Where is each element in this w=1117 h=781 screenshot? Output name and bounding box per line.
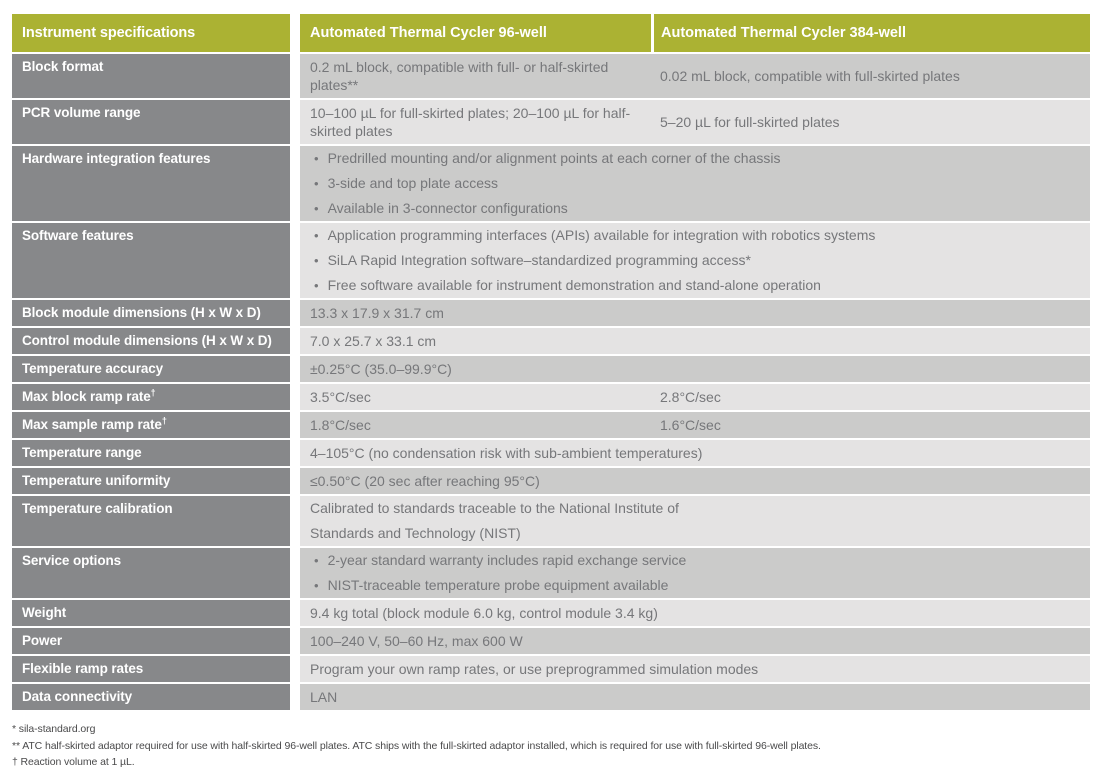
row-content xyxy=(300,628,1090,654)
row-label-text: Max block ramp rate xyxy=(22,389,151,404)
value: 13.3 x 17.9 x 31.7 cm xyxy=(310,305,444,321)
row-label-text: Temperature range xyxy=(22,445,142,460)
row-label-text: Flexible ramp rates xyxy=(22,661,144,676)
row-content xyxy=(300,100,1090,144)
row-content xyxy=(300,356,1090,382)
value-line: Calibrated to standards traceable to the National Institute of xyxy=(310,500,679,516)
value: 7.0 x 25.7 x 33.1 cm xyxy=(310,333,437,349)
row-label xyxy=(12,300,300,326)
bullet-item xyxy=(310,146,1080,171)
bullet-list xyxy=(300,146,1090,221)
bullet-icon: • xyxy=(314,151,319,166)
row-content xyxy=(300,440,1090,466)
value-96-well: 1.8°C/sec xyxy=(310,417,371,433)
bullet-text: 2-year standard warranty includes rapid exchange service xyxy=(327,552,687,568)
spec-row-pcr-volume-range xyxy=(12,100,1090,146)
spec-row-block-module-dimensions-h-x-w-x-d xyxy=(12,300,1090,328)
row-content xyxy=(300,412,1090,438)
row-label xyxy=(12,384,300,410)
bullet-item xyxy=(310,196,1080,221)
value-96-well: 0.2 mL block, compatible with full- or half-skirted plates** xyxy=(310,59,609,93)
row-label-text: Temperature calibration xyxy=(22,501,173,516)
row-label-text: Service options xyxy=(22,553,122,568)
row-content xyxy=(300,548,1090,598)
value-384-well: 2.8°C/sec xyxy=(660,389,721,405)
spec-row-service-options xyxy=(12,548,1090,600)
bullet-text: Free software available for instrument demonstration and stand-alone operation xyxy=(327,277,821,293)
spec-row-temperature-range xyxy=(12,440,1090,468)
bullet-item xyxy=(310,548,1080,573)
bullet-list xyxy=(300,548,1090,598)
row-content xyxy=(300,54,1090,98)
header-content xyxy=(300,14,1090,52)
value-96-well: 10–100 µL for full-skirted plates; 20–100 µL for half-skirted plates xyxy=(310,105,631,139)
row-content xyxy=(300,468,1090,494)
row-content xyxy=(300,656,1090,682)
row-label-text: Power xyxy=(22,633,63,648)
value: 100–240 V, 50–60 Hz, max 600 W xyxy=(310,633,523,649)
value-line: Standards and Technology (NIST) xyxy=(310,525,521,541)
footnote: † Reaction volume at 1 µL. xyxy=(12,756,135,768)
bullet-item xyxy=(310,573,1080,598)
bullet-item xyxy=(310,248,1080,273)
spec-row-temperature-accuracy xyxy=(12,356,1090,384)
bullet-list xyxy=(300,223,1090,298)
row-label xyxy=(12,412,300,438)
value: LAN xyxy=(310,689,338,705)
row-label xyxy=(12,356,300,382)
row-content xyxy=(300,496,1090,546)
header-cycler-96-well: Automated Thermal Cycler 96-well xyxy=(300,14,654,52)
value: ±0.25°C (35.0–99.9°C) xyxy=(310,361,452,377)
header-instrument-specifications: Instrument specifications xyxy=(12,14,300,52)
row-label-text: Weight xyxy=(22,605,67,620)
footnote: ** ATC half-skirted adaptor required for use with half-skirted 96-well plates. ATC ships with the full-skirted adaptor installed, which is required for use with full-skirted 96-well plates. xyxy=(12,739,821,752)
row-label xyxy=(12,328,300,354)
bullet-icon: • xyxy=(314,278,319,293)
spec-row-weight xyxy=(12,600,1090,628)
footnotes xyxy=(12,712,1090,771)
bullet-text: NIST-traceable temperature probe equipment available xyxy=(327,577,669,593)
row-label xyxy=(12,223,300,298)
row-content xyxy=(300,223,1090,298)
instrument-spec-table xyxy=(12,14,1090,712)
bullet-text: Predrilled mounting and/or alignment points at each corner of the chassis xyxy=(327,150,781,166)
row-label xyxy=(12,600,300,626)
row-label-text: Temperature uniformity xyxy=(22,473,171,488)
row-label-text: Block format xyxy=(22,59,104,74)
value: 4–105°C (no condensation risk with sub-ambient temperatures) xyxy=(310,445,703,461)
bullet-icon: • xyxy=(314,553,319,568)
value: 9.4 kg total (block module 6.0 kg, control module 3.4 kg) xyxy=(310,605,658,621)
value-384-well: 0.02 mL block, compatible with full-skirted plates xyxy=(660,68,960,84)
value-384-well: 5–20 µL for full-skirted plates xyxy=(660,114,840,130)
row-label-text: Block module dimensions (H x W x D) xyxy=(22,305,261,320)
value: Program your own ramp rates, or use preprogrammed simulation modes xyxy=(310,661,759,677)
spec-row-software-features xyxy=(12,223,1090,300)
spec-row-temperature-uniformity xyxy=(12,468,1090,496)
row-label xyxy=(12,628,300,654)
table-header-row xyxy=(12,14,1090,54)
row-label xyxy=(12,468,300,494)
value-384-well: 1.6°C/sec xyxy=(660,417,721,433)
header-cycler-384-well: Automated Thermal Cycler 384-well xyxy=(654,14,1090,52)
row-label-text: PCR volume range xyxy=(22,105,141,120)
row-label xyxy=(12,548,300,598)
row-label-text: Data connectivity xyxy=(22,689,133,704)
row-label xyxy=(12,146,300,221)
bullet-item xyxy=(310,171,1080,196)
bullet-icon: • xyxy=(314,578,319,593)
value-96-well: 3.5°C/sec xyxy=(310,389,371,405)
bullet-text: Application programming interfaces (APIs) available for integration with robotics systems xyxy=(327,227,876,243)
row-content xyxy=(300,384,1090,410)
spec-row-max-block-ramp-rate xyxy=(12,384,1090,412)
row-label xyxy=(12,100,300,144)
label-superscript: † xyxy=(150,387,156,398)
row-content xyxy=(300,300,1090,326)
spec-row-max-sample-ramp-rate xyxy=(12,412,1090,440)
row-content xyxy=(300,146,1090,221)
row-label-text: Max sample ramp rate xyxy=(22,417,162,432)
bullet-text: 3-side and top plate access xyxy=(327,175,499,191)
spec-row-flexible-ramp-rates xyxy=(12,656,1090,684)
bullet-icon: • xyxy=(314,176,319,191)
bullet-item xyxy=(310,223,1080,248)
value: ≤0.50°C (20 sec after reaching 95°C) xyxy=(310,473,540,489)
row-label xyxy=(12,496,300,546)
spec-row-control-module-dimensions-h-x-w-x-d xyxy=(12,328,1090,356)
row-label xyxy=(12,656,300,682)
row-label-text: Temperature accuracy xyxy=(22,361,164,376)
row-label-text: Hardware integration features xyxy=(22,151,211,166)
label-superscript: † xyxy=(161,415,167,426)
row-label-text: Software features xyxy=(22,228,134,243)
row-label xyxy=(12,54,300,98)
value-multiline xyxy=(300,496,1090,546)
bullet-icon: • xyxy=(314,228,319,243)
spec-row-temperature-calibration xyxy=(12,496,1090,548)
spec-row-block-format xyxy=(12,54,1090,100)
bullet-item xyxy=(310,273,1080,298)
bullet-icon: • xyxy=(314,201,319,216)
spec-row-hardware-integration-features xyxy=(12,146,1090,223)
spec-row-power xyxy=(12,628,1090,656)
spec-row-data-connectivity xyxy=(12,684,1090,712)
row-label xyxy=(12,684,300,710)
bullet-icon: • xyxy=(314,253,319,268)
row-content xyxy=(300,684,1090,710)
row-content xyxy=(300,600,1090,626)
table-body xyxy=(12,54,1090,712)
bullet-text: SiLA Rapid Integration software–standardized programming access* xyxy=(327,252,751,268)
row-label xyxy=(12,440,300,466)
row-label-text: Control module dimensions (H x W x D) xyxy=(22,333,272,348)
bullet-text: Available in 3-connector configurations xyxy=(327,200,568,216)
footnote: * sila-standard.org xyxy=(12,723,96,735)
row-content xyxy=(300,328,1090,354)
